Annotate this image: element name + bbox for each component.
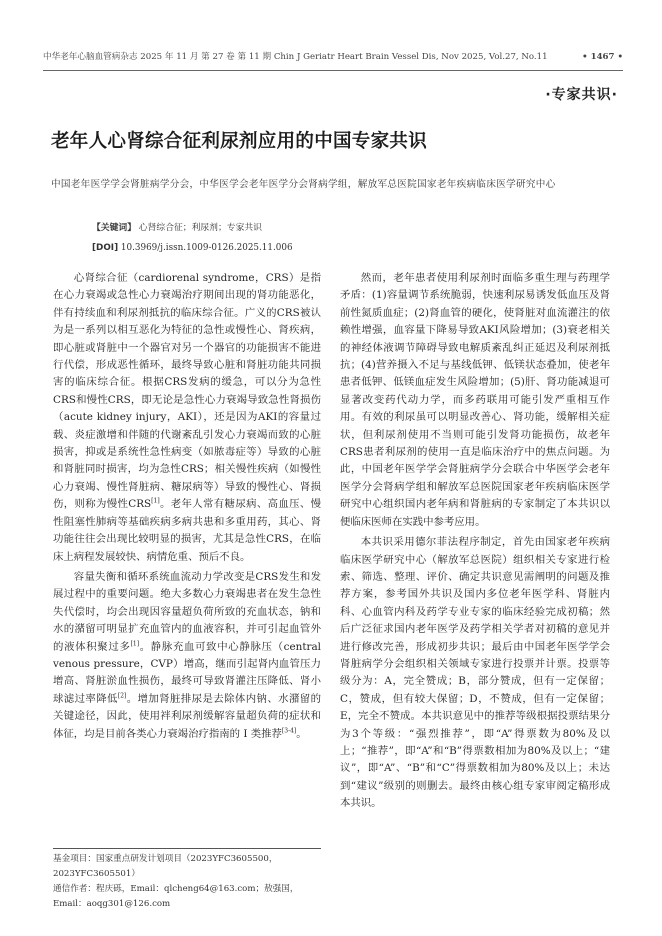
paragraph-text: 。增加肾脏排尿是去除体内钠、水潴留的关键途径，因此，使用袢利尿剂缓解容量超负荷的症状和体征，均是目前各类心力衰竭治疗指南的 I 类推荐 xyxy=(53,692,321,740)
paragraph-text: 。静脉充血可致中心静脉压（central venous pressure，CVP）增高，继而引起肾内血管压力增高、肾脏淤血性损伤，最终可导致肾灌注压降低、肾小球滤过率降低 xyxy=(53,640,322,705)
footnote-divider xyxy=(53,848,321,849)
citation-ref[interactable]: [3-4] xyxy=(281,727,297,735)
paragraph-text: 。老年人常有糖尿病、高血压、慢性阻塞性肺病等基础疾病多病共患和多重用药，其心、肾功能往往会出现比较明显的损害，尤其是急性CRS，在临床上病程发展较快、病情危重、预后不良。 xyxy=(53,498,321,563)
keywords xyxy=(92,221,262,235)
author-affiliations: 中国老年医学学会肾脏病学分会，中华医学会老年医学分会肾病学组，解放军总医院国家老年疾病临床医学研究中心 xyxy=(51,179,556,190)
journal-citation: 中华老年心脑血管病杂志 2025 年 11 月 第 27 卷 第 11 期 Chin J Geriatr Heart Brain Vessel Dis, Nov 2025, Vol.27, No.11 xyxy=(43,52,548,62)
running-header xyxy=(43,50,623,64)
funding-note: 基金项目：国家重点研发计划项目（2023YFC3605500，2023YFC3605501） xyxy=(53,854,278,879)
doi xyxy=(92,241,293,255)
paragraph: 然而，老年患者使用利尿剂时面临多重生理与药理学矛盾：(1)容量调节系统脆弱，快速利尿易诱发低血压及肾前性氮质血症；(2)肾血管的硬化，使肾脏对血流灌注的依赖性增强，血容量下降易导致AKI风险增加；(3)衰老相关的神经体液调节障碍导致电解质紊乱纠正延迟及利尿剂抵抗；(4)营养摄入不足与基线低钾、低镁状态叠加，使老年患者低钾、低镁血症发生风险增加；(5)肝、肾功能减退可显著改变药代动力学，而多药联用可能引发严重相互作用。有效的利尿虽可以明显改善心、肾功能，缓解相关症状，但利尿剂使用不当则可能引发肾功能损伤，故老年CRS患者利尿剂的使用一直是临床治疗中的焦点问题。为此，中国老年医学学会肾脏病学分会联合中华医学会老年医学分会肾病学组和解放军总医院国家老年疾病临床医学研究中心组织国内老年病和肾脏病的专家制定了本共识以便临床医师在实践中参考应用。 xyxy=(340,272,610,528)
footnotes xyxy=(53,852,321,912)
citation-ref[interactable]: [1] xyxy=(130,640,140,648)
section-label: ·专家共识· xyxy=(545,87,618,103)
paragraph: 本共识采用德尔菲法程序制定，首先由国家老年疾病临床医学研究中心（解放军总医院）组织相关专家进行检索、筛选、整理、评价、确定共识意见需阐明的问题及推荐方案，参考国外共识及国内多位老年医学科、肾脏内科、心血管内科及药学专业专家的临床经验完成初稿；然后广泛征求国内老年医学及药学相关学者对初稿的意见并进行修改完善，形成初步共识；最后由中国老年医学学会肾脏病学分会组织相关领域专家进行投票并计票。投票等级分为：A，完全赞成；B，部分赞成，但有一定保留；C，赞成，但有较大保留；D，不赞成，但有一定保留；E，完全不赞成。本共识意见中的推荐等级根据投票结果分为3个等级：“强烈推荐”，即“A”得票数为80%及以上；“推荐”，即“A”和“B”得票数相加为80%及以上；“建议”，即“A”、“B”和“C”得票数相加为80%及以上；未达到“建议”级别的则删去。最终由核心组专家审阅定稿形成本共识。 xyxy=(340,536,610,810)
citation-ref[interactable]: [1] xyxy=(151,497,160,505)
keywords-text: 心肾综合征；利尿剂；专家共识 xyxy=(138,223,262,233)
body-column-right xyxy=(340,270,610,813)
page-number: • 1467 • xyxy=(582,52,623,62)
doi-label: [DOI] xyxy=(92,243,119,253)
paragraph-text: 容量失衡和循环系统血流动力学改变是CRS发生和发展过程中的重要问题。绝大多数心力衰竭患者在发生急性失代偿时，均会出现因容量超负荷所致的充血状态，钠和水的潴留可明显扩充血管内的血液容积，并可引起血管外的液体积聚过多 xyxy=(53,570,321,653)
corresponding-author-note: 通信作者：程庆砾，Email：qlcheng64@163.com；敖强国，Email：aoqg301@126.com xyxy=(53,884,299,909)
keywords-label: 【关键词】 xyxy=(92,223,136,233)
paper-title: 老年人心肾综合征利尿剂应用的中国专家共识 xyxy=(51,131,428,152)
paragraph xyxy=(53,569,321,743)
paragraph-text: 心肾综合征（cardiorenal syndrome，CRS）是指在心力衰竭或急性心力衰竭治疗期间出现的肾功能恶化，伴有持续血和利尿剂抵抗的临床综合征。广义的CRS被认为是一系列以相互恶化为特征的急性或慢性心、肾疾病，即心脏或肾脏中一个器官对另一个器官的功能损害不能进行代偿，形成恶性循环，最终导致心脏和肾脏功能共同损害的临床综合征。根据CRS发病的缓急，可以分为急性CRS和慢性CRS，即无论是急性心力衰竭导致急性肾损伤（acute kidney injury，AKI），还是因为AKI的容量过载、炎症激增和伴随的代谢紊乱引发心力衰竭而致的心脏损害，抑或是系统性急性病变（如脓毒症等）导致的心脏和肾脏同时损害，均为急性CRS；相关慢性疾病（如慢性心力衰竭、慢性肾脏病、糖尿病等）导致的慢性心、肾损伤，则称为慢性CRS xyxy=(53,272,321,511)
paragraph xyxy=(53,270,321,566)
doi-link[interactable]: 10.3969/j.issn.1009-0126.2025.11.006 xyxy=(120,243,293,253)
paragraph-text: 。 xyxy=(296,727,307,740)
citation-ref[interactable]: [2] xyxy=(117,692,127,700)
body-column-left xyxy=(53,270,321,743)
header-divider xyxy=(43,70,623,71)
